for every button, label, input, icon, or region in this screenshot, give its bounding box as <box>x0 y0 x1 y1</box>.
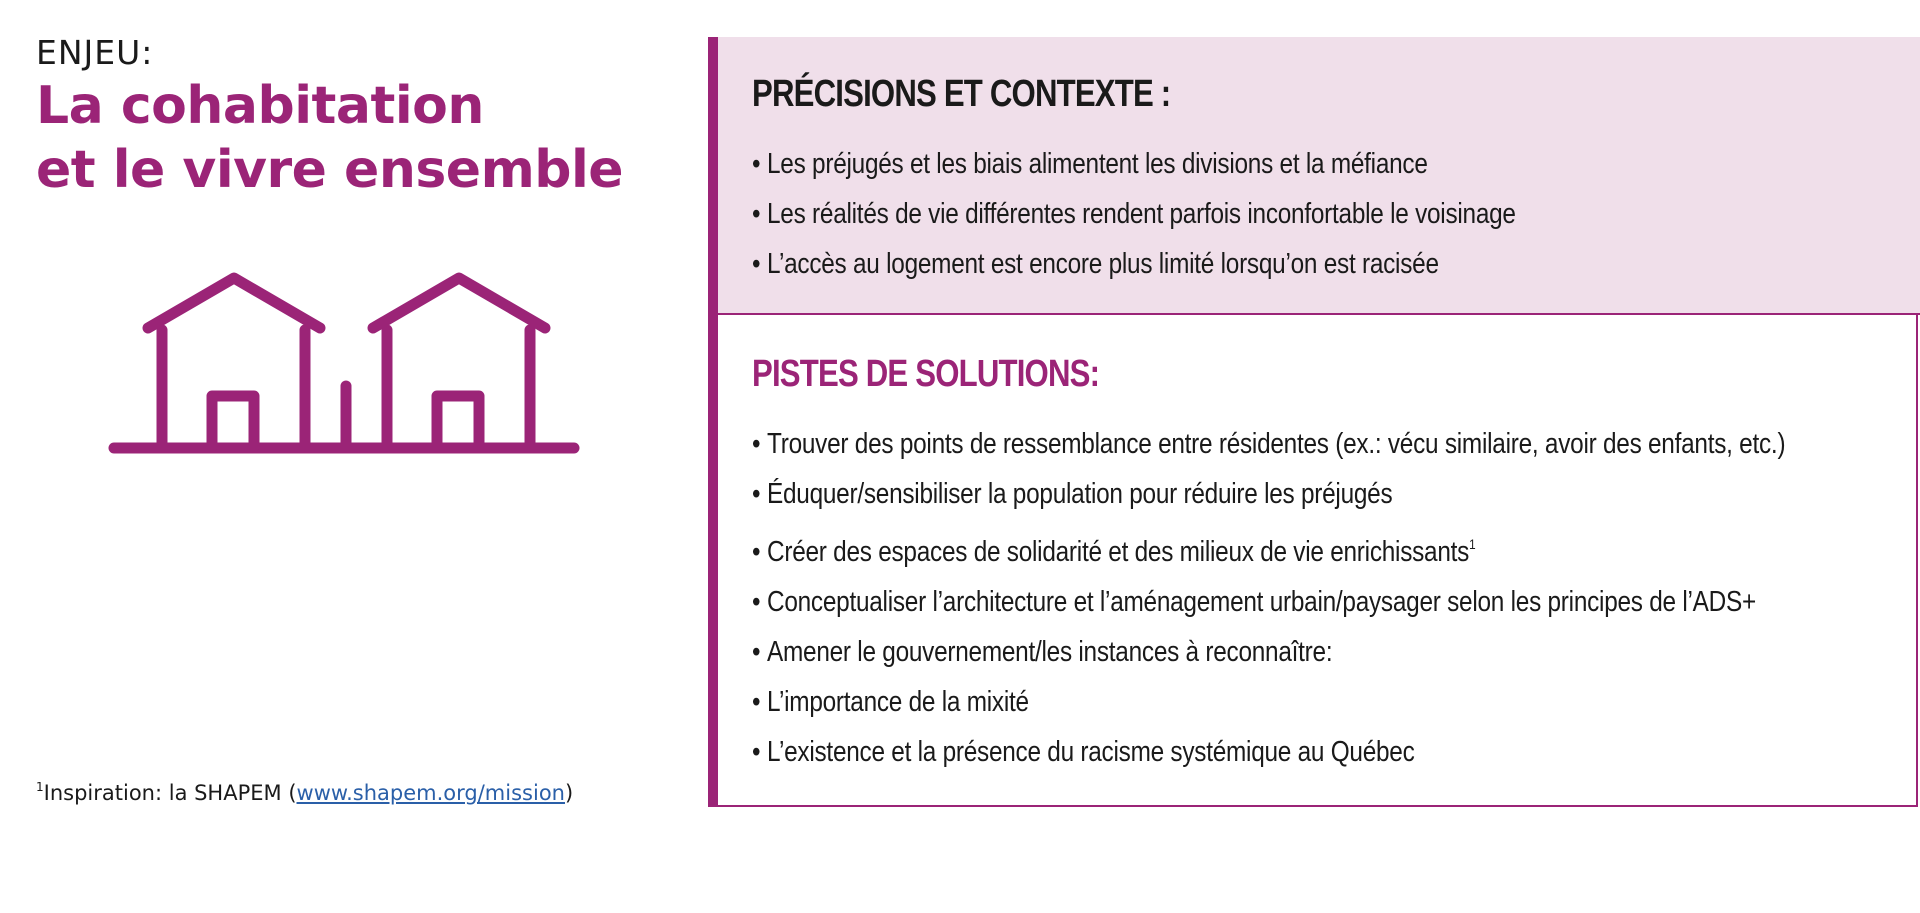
list-item: • Amener le gouvernement/les instances à reconnaître: <box>752 627 1785 677</box>
footnote-ref: 1 <box>1469 536 1476 552</box>
footnote-close: ) <box>564 781 574 805</box>
list-item: • L’accès au logement est encore plus limité lorsqu’on est racisée <box>752 239 1516 289</box>
context-heading: PRÉCISIONS ET CONTEXTE : <box>752 73 1171 115</box>
issue-header <box>36 34 676 202</box>
list-item: • Conceptualiser l’architecture et l’aménagement urbain/paysager selon les principes de l’ADS+ <box>752 577 1785 627</box>
list-item: • Créer des espaces de solidarité et des milieux de vie enrichissants$^1$ <box>752 519 1785 577</box>
page-title <box>36 74 676 202</box>
footnote-marker: 1 <box>36 780 44 794</box>
title-line-1: La cohabitation <box>36 76 484 136</box>
footnote-text: Inspiration: la SHAPEM ( <box>43 781 297 805</box>
info-panel <box>708 37 1920 807</box>
bullet-dot: • <box>752 636 761 668</box>
accent-bar <box>708 37 718 807</box>
bullet-dot: • <box>752 428 761 460</box>
list-item: • Trouver des points de ressemblance entre résidentes (ex.: vécu similaire, avoir des enfants, etc.) <box>752 419 1785 469</box>
bullet-dot: • <box>752 536 761 568</box>
houses-icon <box>108 268 588 468</box>
title-line-2: et le vivre ensemble <box>36 140 624 200</box>
bullet-dot: • <box>752 586 761 618</box>
footnote-link[interactable]: www.shapem.org/mission <box>296 781 565 805</box>
bullet-dot: • <box>752 686 761 718</box>
bullet-dot: • <box>752 736 761 768</box>
solutions-section <box>718 315 1918 807</box>
bullet-dot: • <box>752 148 761 180</box>
list-item: • L’importance de la mixité <box>752 677 1785 727</box>
footnote <box>36 780 573 805</box>
issue-label: ENJEU: <box>36 33 154 72</box>
context-list <box>752 139 1661 289</box>
bullet-dot: • <box>752 478 761 510</box>
list-item: • Les préjugés et les biais alimentent les divisions et la méfiance <box>752 139 1516 189</box>
bullet-dot: • <box>752 198 761 230</box>
context-section <box>718 37 1920 315</box>
list-item: • Éduquer/sensibiliser la population pour réduire les préjugés <box>752 469 1785 519</box>
list-item: • Les réalités de vie différentes rendent parfois inconfortable le voisinage <box>752 189 1516 239</box>
solutions-list <box>752 419 1920 777</box>
solutions-heading: PISTES DE SOLUTIONS: <box>752 353 1100 395</box>
list-item: • L’existence et la présence du racisme systémique au Québec <box>752 727 1785 777</box>
bullet-dot: • <box>752 248 761 280</box>
